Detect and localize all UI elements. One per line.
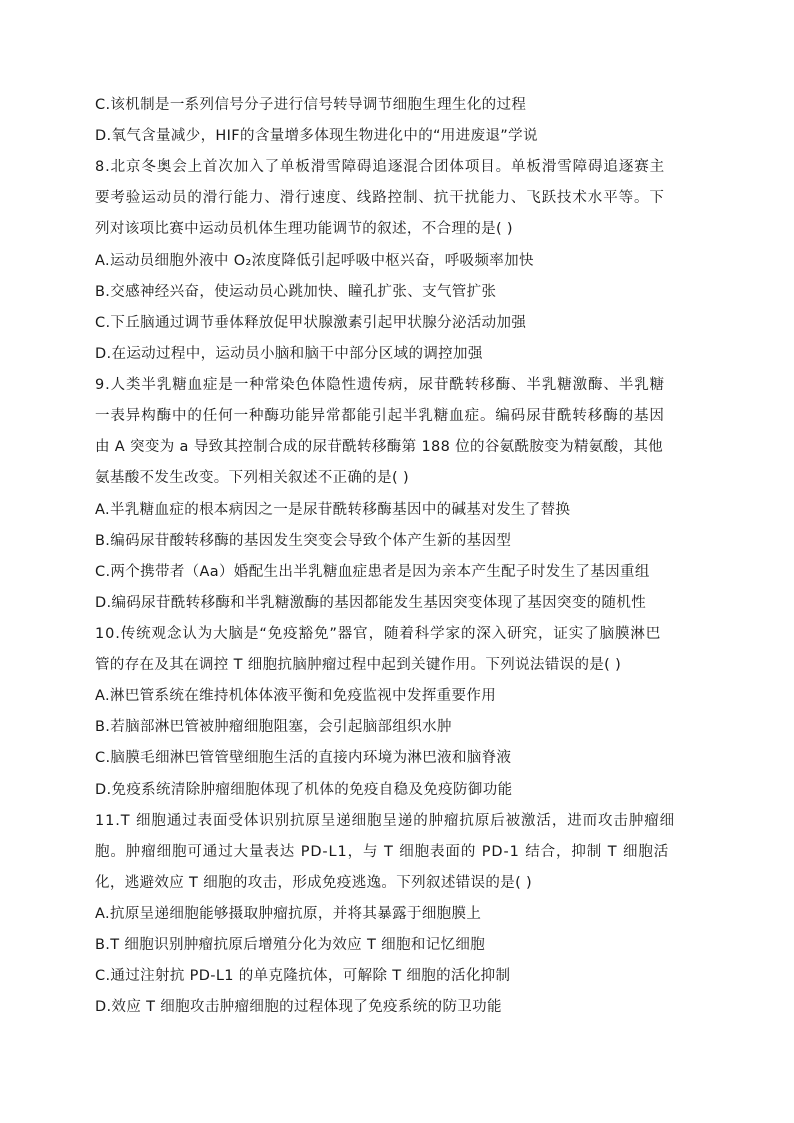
q8-option-a: A.运动员细胞外液中 O₂浓度降低引起呼吸中枢兴奋，呼吸频率加快 — [95, 253, 534, 269]
q9-option-d: D.编码尿苷酰转移酶和半乳糖激酶的基因都能发生基因突变体现了基因突变的随机性 — [95, 595, 647, 611]
q11-stem-line-1: 11.T 细胞通过表面受体识别抗原呈递细胞呈递的肿瘤抗原后被激活，进而攻击肿瘤细 — [95, 813, 676, 829]
q9-stem-line-2: 一表异构酶中的任何一种酶功能异常都能引起半乳糖血症。编码尿苷酰转移酶的基因 — [95, 408, 665, 424]
q8-option-b: B.交感神经兴奋，使运动员心跳加快、瞳孔扩张、支气管扩张 — [95, 284, 497, 300]
q10-option-b: B.若脑部淋巴管被肿瘤细胞阻塞，会引起脑部组织水肿 — [95, 719, 452, 735]
q10-option-a: A.淋巴管系统在维持机体体液平衡和免疫监视中发挥重要作用 — [95, 688, 497, 704]
q10-option-c: C.脑膜毛细淋巴管管壁细胞生活的直接内环境为淋巴液和脑脊液 — [95, 750, 512, 766]
q11-option-c: C.通过注射抗 PD-L1 的单克隆抗体，可解除 T 细胞的活化抑制 — [95, 968, 511, 984]
q8-stem-line-2: 要考验运动员的滑行能力、滑行速度、线路控制、抗干扰能力、飞跃技术水平等。下 — [95, 190, 665, 206]
q10-stem-line-2: 管的存在及其在调控 T 细胞抗脑肿瘤过程中起到关键作用。下列说法错误的是( ) — [95, 657, 622, 673]
q10-stem-line-1: 10.传统观念认为大脑是“免疫豁免”器官，随着科学家的深入研究，证实了脑膜淋巴 — [95, 626, 662, 642]
q9-option-c: C.两个携带者（Aa）婚配生出半乳糖血症患者是因为亲本产生配子时发生了基因重组 — [95, 564, 650, 580]
q9-stem-line-3: 由 A 突变为 a 导致其控制合成的尿苷酰转移酶第 188 位的谷氨酰胺变为精氨酸，其他 — [95, 439, 664, 455]
q11-option-b: B.T 细胞识别肿瘤抗原后增殖分化为效应 T 细胞和记忆细胞 — [95, 937, 486, 953]
q7-option-c: C.该机制是一系列信号分子进行信号转导调节细胞生理生化的过程 — [95, 97, 527, 113]
q11-option-d: D.效应 T 细胞攻击肿瘤细胞的过程体现了免疫系统的防卫功能 — [95, 999, 502, 1015]
q11-stem-line-2: 胞。肿瘤细胞可通过大量表达 PD-L1，与 T 细胞表面的 PD-1 结合，抑制 T 细胞活 — [95, 844, 670, 860]
q9-option-a: A.半乳糖血症的根本病因之一是尿苷酰转移酶基因中的碱基对发生了替换 — [95, 502, 571, 518]
q8-stem-line-1: 8.北京冬奥会上首次加入了单板滑雪障碍追逐混合团体项目。单板滑雪障碍追逐赛主 — [95, 159, 666, 175]
q10-option-d: D.免疫系统清除肿瘤细胞体现了机体的免疫自稳及免疫防御功能 — [95, 782, 513, 798]
q11-option-a: A.抗原呈递细胞能够摄取肿瘤抗原，并将其暴露于细胞膜上 — [95, 906, 482, 922]
q9-option-b: B.编码尿苷酸转移酶的基因发生突变会导致个体产生新的基因型 — [95, 533, 512, 549]
q11-stem-line-3: 化，逃避效应 T 细胞的攻击，形成免疫逃逸。下列叙述错误的是( ) — [95, 875, 533, 891]
q8-stem-line-3: 列对该项比赛中运动员机体生理功能调节的叙述，不合理的是( ) — [95, 221, 513, 237]
q7-option-d: D.氧气含量减少，HIF的含量增多体现生物进化中的“用进废退”学说 — [95, 128, 538, 144]
q8-option-c: C.下丘脑通过调节垂体释放促甲状腺激素引起甲状腺分泌活动加强 — [95, 315, 527, 331]
q8-option-d: D.在运动过程中，运动员小脑和脑干中部分区域的调控加强 — [95, 346, 483, 362]
q9-stem-line-1: 9.人类半乳糖血症是一种常染色体隐性遗传病，尿苷酰转移酶、半乳糖激酶、半乳糖 — [95, 377, 666, 393]
q9-stem-line-4: 氨基酸不发生改变。下列相关叙述不正确的是( ) — [95, 470, 409, 486]
